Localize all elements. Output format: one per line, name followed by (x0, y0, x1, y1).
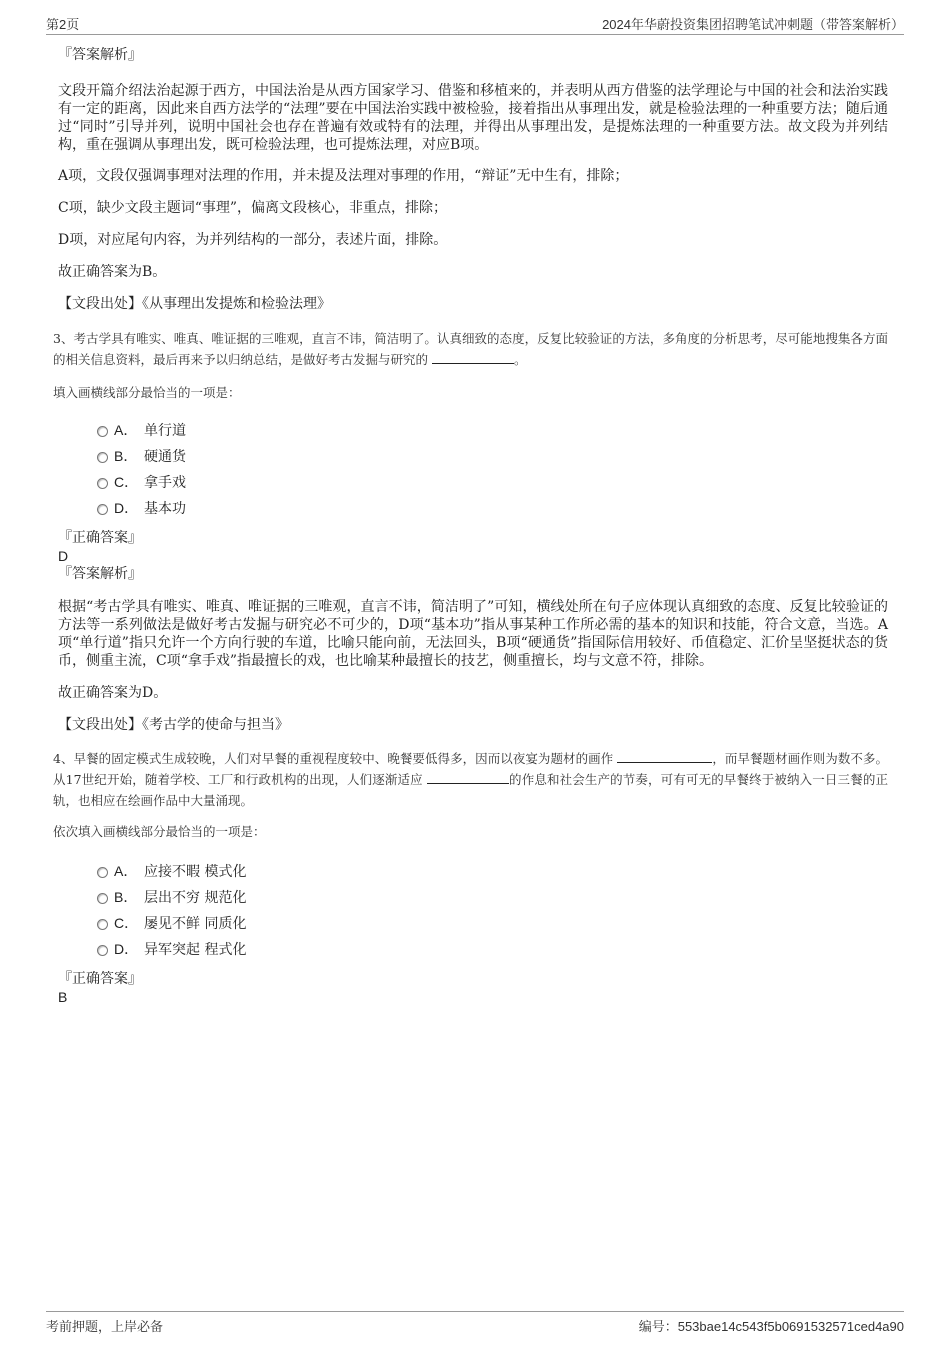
radio-icon[interactable] (97, 945, 108, 956)
option-letter: C． (114, 474, 139, 490)
option-a[interactable] (58, 417, 888, 443)
radio-icon[interactable] (97, 478, 108, 489)
radio-icon[interactable] (97, 919, 108, 930)
option-text: 单行道 (144, 423, 186, 439)
answer-label: 『正确答案』 (58, 530, 142, 546)
option-c[interactable] (58, 469, 888, 495)
analysis-label: 『答案解析』 (58, 566, 142, 582)
source-citation: 【文段出处】《从事理出发提炼和检验法理》 (58, 296, 331, 312)
question-3-options (58, 417, 888, 521)
question-4-text-3: 的作息和社会生产的节奏，可有可无的早餐终于被纳入一日三餐的正轨，也相应在绘画作品中大量涌现。 (53, 772, 888, 808)
radio-icon[interactable] (97, 867, 108, 878)
question-3-end: 。 (514, 352, 527, 367)
option-a[interactable] (58, 858, 888, 884)
option-c[interactable] (58, 910, 888, 936)
document-code (639, 1316, 904, 1335)
answer-label: 『正确答案』 (58, 971, 142, 987)
page-footer (46, 1311, 904, 1336)
page-content (53, 46, 888, 1006)
option-letter: B． (114, 889, 138, 905)
option-text: 层出不穷 规范化 (144, 890, 247, 906)
conclusion: 故正确答案为B。 (58, 264, 167, 280)
option-letter: D． (114, 500, 139, 516)
document-title: 2024年华蔚投资集团招聘笔试冲刺题（带答案解析） (602, 17, 904, 32)
option-text: 基本功 (144, 501, 186, 517)
option-text: 异军突起 程式化 (144, 942, 247, 958)
option-b[interactable] (58, 884, 888, 910)
code-label: 编号： (638, 1319, 678, 1334)
question-4-prompt: 依次填入画横线部分最恰当的一项是： (53, 824, 266, 839)
option-text: 拿手戏 (144, 475, 186, 491)
page-header (46, 14, 904, 35)
option-b[interactable] (58, 443, 888, 469)
option-a-analysis: A项，文段仅强调事理对法理的作用，并未提及法理对事理的作用，“辩证”无中生有，排除； (58, 168, 629, 184)
option-letter: A． (114, 422, 138, 438)
footer-slogan: 考前押题，上岸必备 (46, 1319, 164, 1334)
option-letter: D． (114, 941, 139, 957)
option-d-analysis: D项，对应尾句内容，为并列结构的一部分，表述片面，排除。 (58, 232, 448, 248)
radio-icon[interactable] (97, 426, 108, 437)
option-text: 应接不暇 模式化 (144, 864, 247, 880)
option-text: 硬通货 (144, 449, 186, 465)
source-citation: 【文段出处】《考古学的使命与担当》 (58, 717, 289, 733)
page-number: 第2页 (46, 17, 80, 32)
conclusion: 故正确答案为D。 (58, 685, 168, 701)
question-4-text-2: ，而早餐题材画作则为数不多。从17世纪开始，随着学校、工厂和行政机构的出现，人们逐渐适应 (53, 751, 888, 787)
analysis-text: 根据“考古学具有唯实、唯真、唯证据的三唯观，直言不讳，简洁明了”可知，横线处所在句子应体现认真细致的态度、反复比较验证的方法等一系列做法是做好考古发掘与研究必不可少的，D项“基本功”指从事某种工作所必需的基本的知识和技能，符合文意，当选。A项“单行道”指只允许一个方向行驶的车道，比喻只能向前，无法回头，B项“硬通货”指国际信用较好、币值稳定、汇价呈坚挺状态的货币，侧重主流，C项“拿手戏”指最擅长的戏，也比喻某种最擅长的技艺，侧重擅长，均与文意不符，排除。 (58, 599, 888, 669)
question-3-prompt: 填入画横线部分最恰当的一项是： (53, 385, 241, 400)
option-letter: A． (114, 863, 138, 879)
blank (427, 771, 509, 784)
answer-value: D (58, 548, 69, 564)
analysis-text: 文段开篇介绍法治起源于西方，中国法治是从西方国家学习、借鉴和移植来的，并表明从西方借鉴的法学理论与中国的社会和法治实践有一定的距离，因此来自西方法学的“法理”要在中国法治实践中被检验，接着指出从事理出发，就是检验法理的一种重要方法；随后通过“同时”引导并列，说明中国社会也存在普遍有效或特有的法理，并得出从事理出发，是提炼法理的一种重要方法。故文段为并列结构，重在强调从事理出发，既可检验法理，也可提炼法理，对应B项。 (58, 83, 888, 153)
option-letter: B． (114, 448, 138, 464)
question-4-stem (53, 748, 888, 811)
analysis-label: 『答案解析』 (58, 47, 142, 63)
option-letter: C． (114, 915, 139, 931)
option-d[interactable] (58, 936, 888, 962)
option-text: 屡见不鲜 同质化 (144, 916, 247, 932)
option-d[interactable] (58, 495, 888, 521)
blank (617, 750, 712, 763)
radio-icon[interactable] (97, 893, 108, 904)
answer-value: B (58, 989, 68, 1005)
question-3-text: 3、考古学具有唯实、唯真、唯证据的三唯观，直言不讳，简洁明了。认真细致的态度，反复比较验证的方法，多角度的分析思考，尽可能地搜集各方面的相关信息资料，最后再来予以归纳总结，是做好考古发掘与研究的 (53, 331, 888, 367)
radio-icon[interactable] (97, 452, 108, 463)
code-value: 553bae14c543f5b0691532571ced4a90 (677, 1319, 904, 1334)
question-4-text-1: 4、早餐的固定模式生成较晚，人们对早餐的重视程度较中、晚餐要低得多，因而以夜宴为题材的画作 (53, 751, 614, 766)
radio-icon[interactable] (97, 504, 108, 515)
option-c-analysis: C项，缺少文段主题词“事理”，偏离文段核心，非重点，排除； (58, 200, 448, 216)
blank (432, 351, 514, 364)
question-4-options (58, 858, 888, 962)
question-3-stem (53, 328, 888, 370)
